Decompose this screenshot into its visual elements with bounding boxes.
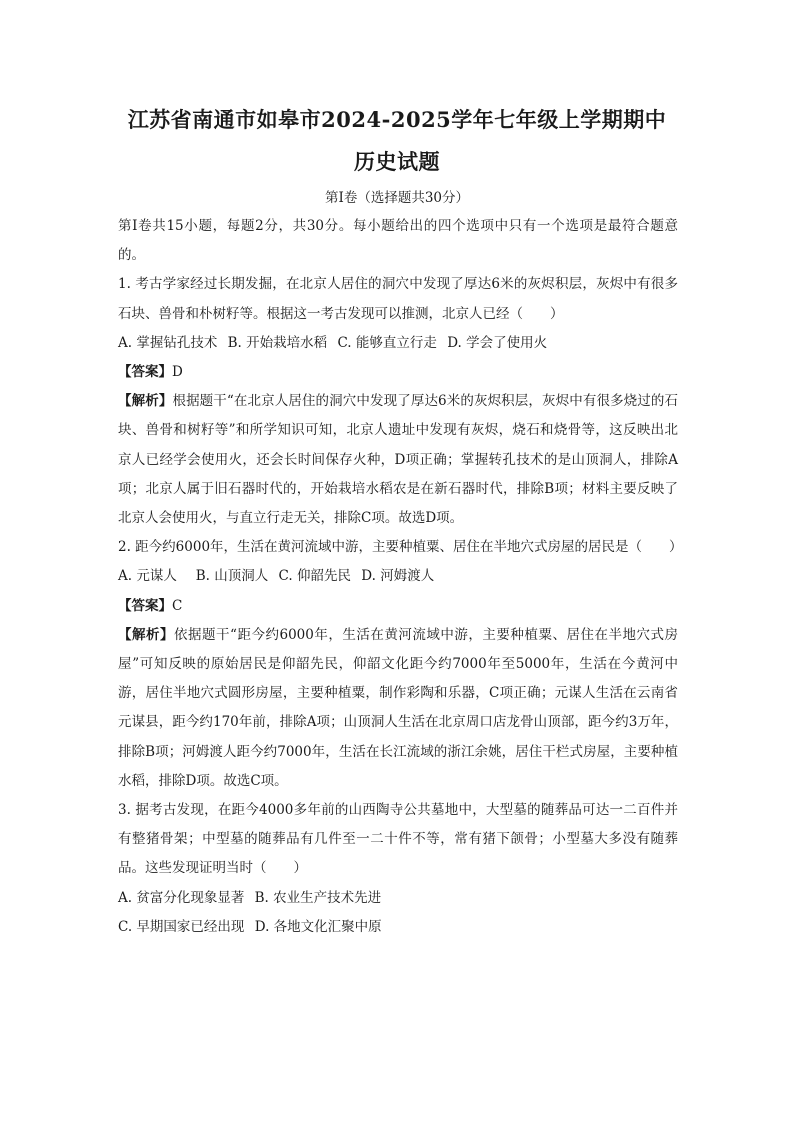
option-b: B. 开始栽培水稻: [227, 334, 328, 351]
answer-value: D: [172, 364, 183, 381]
option-a: A. 掌握钻孔技术: [118, 334, 218, 351]
option-c: C. 仰韶先民: [278, 568, 351, 585]
analysis-text: 依据题干“距今约6000年，生活在黄河流域中游，主要种植粟、居住在半地穴式房屋”可知反映的原始居民是仰韶先民，仰韶文化距今约7000年至5000年，生活在今黄河中游，居住半地穴式圆形房屋，主要种植粟，制作彩陶和乐器，C项正确；元谋人生活在云南省元谋县，距今约170年前，排除A项；山顶洞人生活在北京周口店龙骨山顶部，距今约3万年，排除B项；河姆渡人距今约7000年，生活在长江流域的浙江余姚，居住干栏式房屋，主要种植水稻，排除D项。故选C项。: [118, 626, 678, 789]
question-2-options: [118, 562, 678, 591]
option-d: D. 河姆渡人: [361, 568, 435, 585]
option-b: B. 山顶洞人: [195, 568, 269, 585]
option-c: C. 能够直立行走: [337, 334, 437, 351]
question-2-analysis: [118, 621, 678, 796]
section-heading: 第Ⅰ卷（选择题共30分）: [324, 190, 469, 206]
question-3-stem: 3. 据考古发现，在距今4000多年前的山西陶寺公共墓地中，大型墓的随葬品可达一二百件并有整猪骨架；中型墓的随葬品有几件至一二十件不等，常有猪下颌骨；小型墓大多没有随葬品。这些发现证明当时（ ）: [118, 802, 678, 877]
question-1-stem: 1. 考古学家经过长期发掘，在北京人居住的洞穴中发现了厚达6米的灰烬积层，灰烬中有很多石块、兽骨和朴树籽等。根据这一考古发现可以推测，北京人已经（ ）: [118, 276, 678, 322]
answer-label: 【答案】: [118, 597, 172, 614]
document-title: 江苏省南通市如皋市2024-2025学年七年级上学期期中: [127, 107, 667, 132]
question-1-options: [118, 329, 678, 358]
answer-value: C: [172, 597, 183, 614]
subject-title: 历史试题: [354, 149, 440, 174]
analysis-label: 【解析】: [118, 626, 175, 643]
question-3-options-row-1: [118, 884, 678, 913]
answer-label: 【答案】: [118, 364, 172, 381]
option-b: B. 农业生产技术先进: [254, 889, 382, 906]
option-a: A. 元谋人: [118, 568, 177, 585]
analysis-text: 根据题干“在北京人居住的洞穴中发现了厚达6米的灰烬积层，灰烬中有很多烧过的石块、兽骨和树籽等”和所学知识可知，北京人遗址中发现有灰烬，烧石和烧骨等，这反映出北京人已经学会使用火，还会长时间保存火种，D项正确；掌握转孔技术的是山顶洞人，排除A项；北京人属于旧石器时代的，开始栽培水稻农是在新石器时代，排除B项；材料主要反映了北京人会使用火，与直立行走无关，排除C项。故选D项。: [118, 393, 679, 527]
option-d: D. 学会了使用火: [447, 334, 548, 351]
instructions: 第Ⅰ卷共15小题，每题2分，共30分。每小题给出的四个选项中只有一个选项是最符合题意的。: [118, 218, 678, 264]
question-1-answer: [118, 358, 678, 387]
document-body: [118, 212, 683, 942]
option-a: A. 贫富分化现象显著: [118, 889, 245, 906]
option-d: D. 各地文化汇聚中原: [254, 918, 382, 935]
question-3-options-row-2: [118, 913, 678, 942]
question-2-answer: [118, 592, 678, 621]
analysis-label: 【解析】: [118, 393, 173, 410]
question-2-stem: 2. 距今约6000年，生活在黄河流域中游，主要种植粟、居住在半地穴式房屋的居民是（ ）: [118, 539, 683, 556]
question-1-analysis: [118, 387, 678, 533]
option-c: C. 早期国家已经出现: [118, 918, 245, 935]
